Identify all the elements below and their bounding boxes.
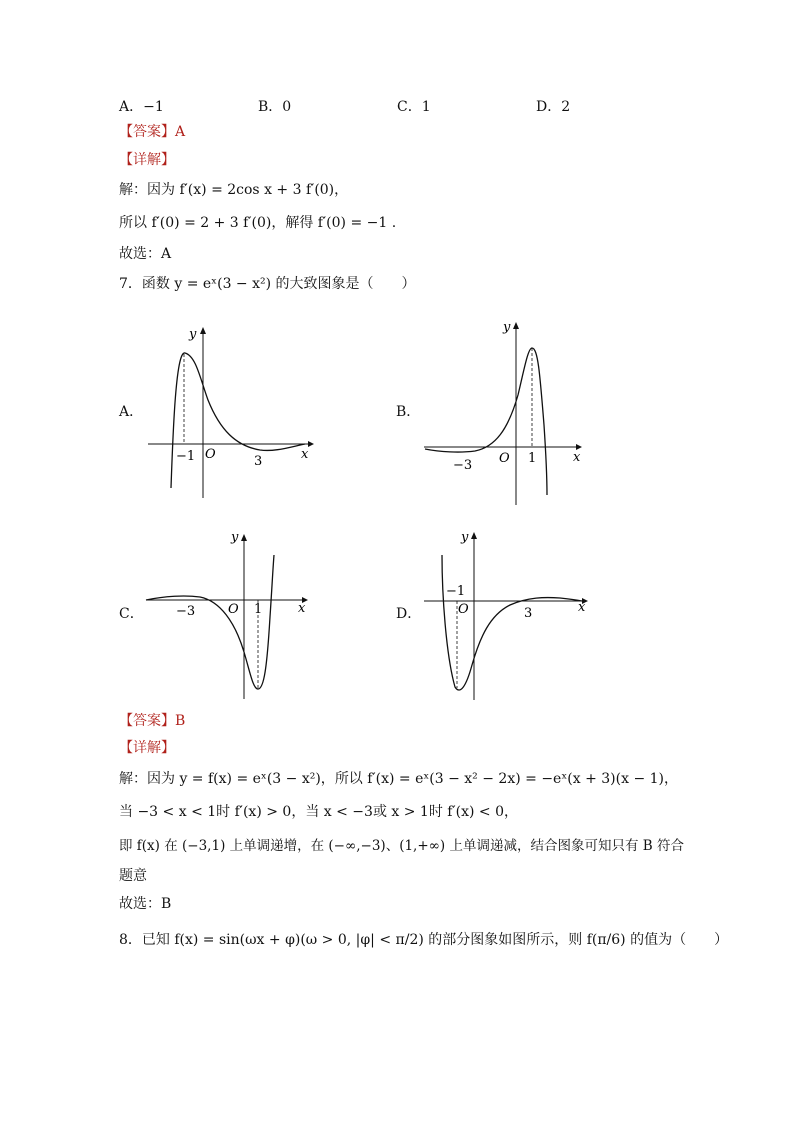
q7-solution-line-3: 即 f(x) 在 (−3,1) 上单调递增，在 (−∞,−3)、(1,+∞) 上单调递减，结合图象可知只有 B 符合 (119, 838, 684, 854)
q7-solution-line-4: 题意 (119, 868, 147, 884)
q7-solution-line-2 (119, 802, 518, 822)
graph-a (140, 320, 320, 500)
y-axis-arrow (471, 532, 477, 539)
y-axis-arrow (200, 327, 206, 334)
answer-tag: 【答案】 (119, 713, 175, 729)
q6-solution-line-2a: 所以 f′(0) = 2 + 3 f′(0)， (119, 215, 286, 231)
q7-solution-line-1a: 解：因为 y = f(x) = eˣ(3 − x²)， (119, 771, 335, 787)
graph-b (420, 315, 600, 510)
q7-solution-line-1 (119, 769, 678, 789)
q8-stem: 8．已知 f(x) = sin(ωx + φ)(ω > 0, |φ| < π/2) 的部分图象如图所示，则 f(π/6) 的值为（ ） (119, 932, 729, 948)
q7-solution-line-2b: 当 x < −3或 x > 1时 f′(x) < 0， (305, 804, 518, 820)
tick-label: 1 (254, 602, 263, 617)
q7-answer-line (119, 711, 185, 731)
tick-label: −1 (446, 584, 466, 599)
q6-solution-line-1: 解：因为 f′(x) = 2cos x + 3 f′(0)， (119, 182, 349, 198)
q7-detail-tag: 【详解】 (119, 740, 175, 756)
option-a: A．−1 (119, 99, 164, 115)
x-axis-label: x (301, 447, 309, 462)
tick-label: 1 (528, 451, 537, 466)
y-axis-label: y (189, 327, 197, 342)
tick-label: −3 (453, 458, 473, 473)
origin-label: O (228, 602, 239, 617)
origin-label: O (458, 602, 469, 617)
y-axis-arrow (241, 534, 247, 541)
q7-choose: 故选：B (119, 896, 172, 912)
answer-value: A (175, 124, 186, 140)
q7-solution-line-2a: 当 −3 < x < 1时 f′(x) > 0， (119, 804, 306, 820)
x-axis-label: x (298, 601, 306, 616)
graph-c (140, 527, 320, 707)
option-c: C．1 (397, 99, 431, 115)
curve (171, 353, 305, 488)
curve (425, 348, 547, 495)
q7-solution-line-1b: 所以 f′(x) = eˣ(3 − x² − 2x) = −eˣ(x + 3)(x − 1)， (334, 771, 678, 787)
q6-answer-line (119, 122, 185, 142)
x-axis-arrow (308, 441, 314, 447)
tick-label: 3 (254, 454, 263, 469)
graph-d (420, 525, 600, 705)
q7-stem: 7．函数 y = eˣ(3 − x²) 的大致图象是（ ） (119, 276, 416, 292)
q6-solution-line-2 (119, 213, 396, 233)
q6-detail-tag: 【详解】 (119, 152, 175, 168)
tick-label: −1 (176, 449, 196, 464)
graph-a-label: A． (119, 404, 144, 420)
x-axis-label: x (573, 450, 581, 465)
option-d: D．2 (536, 99, 571, 115)
origin-label: O (205, 447, 216, 462)
y-axis-arrow (513, 322, 519, 329)
answer-value: B (175, 713, 186, 729)
graph-c-label: C． (119, 606, 144, 622)
y-axis-label: y (231, 530, 239, 545)
option-b: B．0 (258, 99, 292, 115)
graph-b-label: B． (396, 404, 421, 420)
curve (146, 555, 274, 689)
x-axis-label: x (578, 600, 586, 615)
graph-d-label: D． (396, 606, 422, 622)
y-axis-label: y (503, 320, 511, 335)
q6-solution-line-2b: 解得 f′(0) = −1 . (285, 215, 397, 231)
y-axis-label: y (461, 530, 469, 545)
tick-label: 3 (524, 606, 533, 621)
q6-choose: 故选：A (119, 246, 172, 262)
curve (442, 555, 582, 690)
tick-label: −3 (176, 604, 196, 619)
origin-label: O (499, 451, 510, 466)
answer-tag: 【答案】 (119, 124, 175, 140)
